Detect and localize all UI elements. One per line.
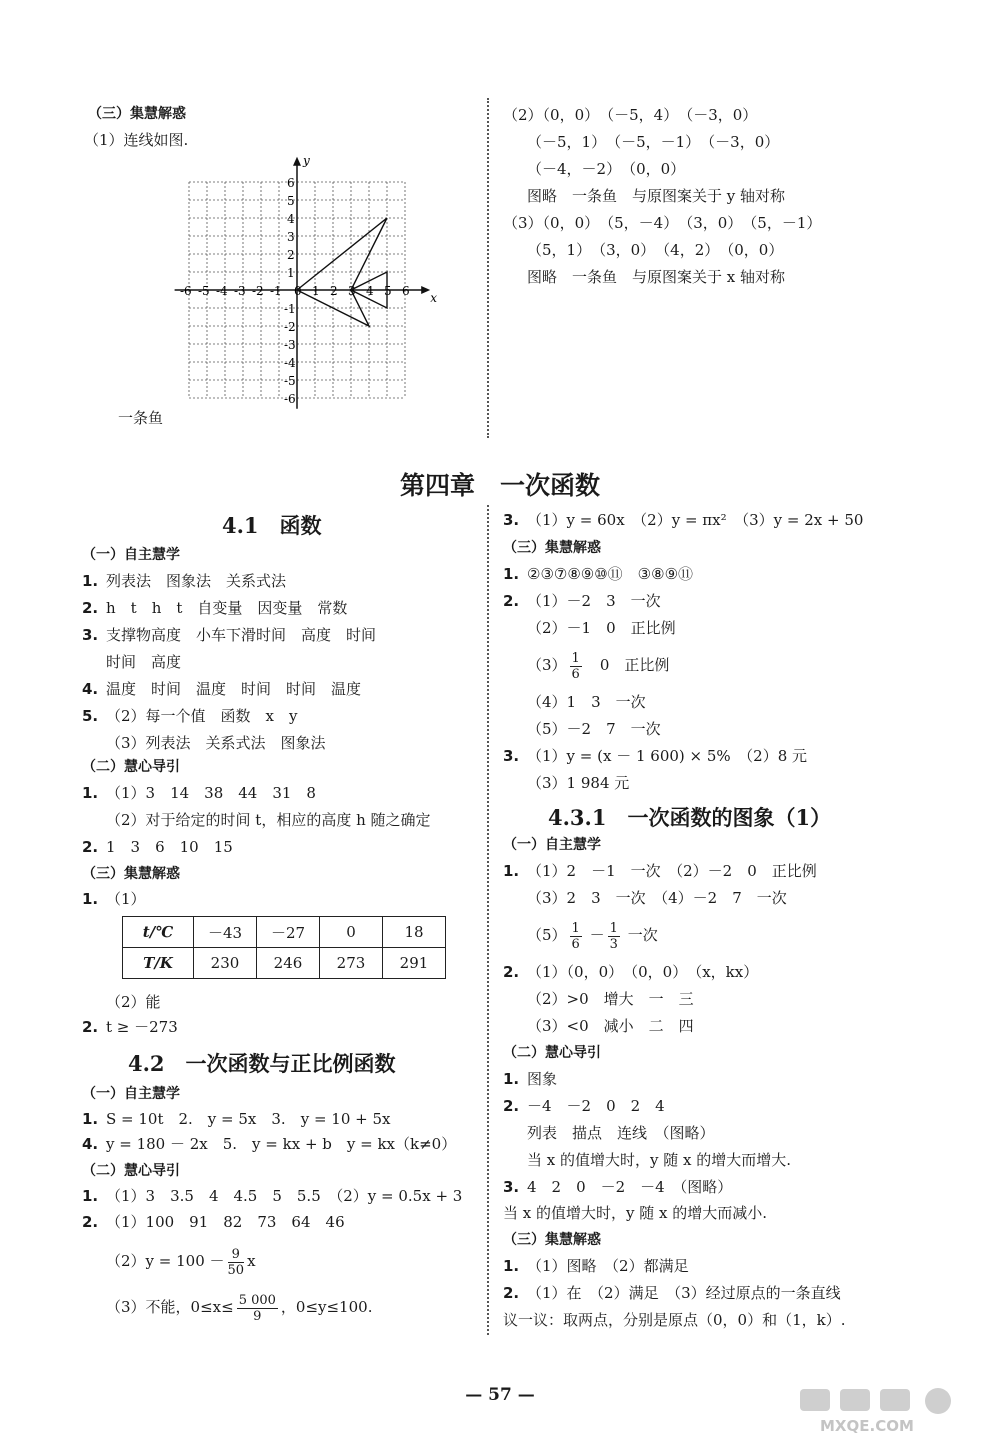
x-tick-label: -1: [270, 284, 282, 298]
table-cell: 273: [320, 948, 383, 979]
answer-line: （5） $\frac{1}{6}$ － $\frac{1}{3}$ 一次: [527, 920, 658, 952]
answer-line: 3. （1）y = (x － 1 600) × 5% （2）8 元: [503, 747, 808, 765]
y-tick-label: 6: [287, 176, 295, 190]
x-tick-label: -2: [252, 284, 264, 298]
page-number: — 57 —: [465, 1385, 535, 1405]
y-tick-label: -1: [284, 302, 296, 316]
answer-line: （2）（0，0） （－5，4） （－3，0）: [503, 106, 758, 124]
answer-line: 时间 高度: [106, 653, 182, 671]
y-tick-label: -4: [284, 356, 296, 370]
table-cell: 291: [383, 948, 446, 979]
answer-line: 图略 一条鱼 与原图案关于 y 轴对称: [527, 187, 786, 205]
table-cell: 18: [383, 917, 446, 948]
svg-text:MXQE.COM: MXQE.COM: [820, 1417, 914, 1435]
x-tick-label: 6: [402, 284, 410, 298]
column-divider: [487, 98, 489, 438]
y-tick-label: 2: [287, 248, 295, 262]
x-tick-label: 3: [348, 284, 356, 298]
subsection-heading: （二）慧心导引: [503, 1045, 601, 1061]
table-row: [123, 948, 446, 979]
answer-line: （2）y = 100 － $\frac{9}{50}$ x: [106, 1246, 256, 1278]
subsection-heading: （一）自主慧学: [503, 837, 601, 853]
x-axis-arrow-icon: [421, 286, 430, 294]
y-tick-label: 3: [287, 230, 295, 244]
answer-line: （3）<0 减小 二 四: [527, 1017, 694, 1035]
answer-line: 4. y = 180 － 2x 5. y = kx + b y = kx（k≠0）: [82, 1135, 457, 1153]
fraction: $\frac{1}{6}$: [571, 650, 580, 682]
answer-line: （3）2 3 一次 （4）－2 7 一次: [527, 889, 787, 907]
section-heading: （三）集慧解惑: [88, 106, 186, 122]
answer-line: （3）不能，0≤x≤ $\frac{5 000}{9}$ ，0≤y≤100.: [106, 1292, 373, 1324]
answer-line: 当 x 的值增大时，y 随 x 的增大而减小.: [503, 1204, 768, 1222]
y-tick-label: -5: [284, 374, 296, 388]
coordinate-graph: [160, 150, 435, 405]
fraction: $\frac{5 000}{9}$: [238, 1292, 276, 1324]
y-tick-label: 5: [287, 194, 295, 208]
subsection-heading: （三）集慧解惑: [503, 1232, 601, 1248]
x-tick-label: -5: [198, 284, 210, 298]
answer-line: 2. t ≥ －273: [82, 1018, 178, 1036]
y-axis-label: y: [303, 153, 310, 168]
answer-line: （3） $\frac{1}{6}$ 0 正比例: [527, 650, 670, 682]
y-tick-label: 1: [287, 266, 295, 280]
answer-line: （2）>0 增大 一 三: [527, 990, 694, 1008]
table-cell: 246: [257, 948, 320, 979]
answer-line: 1. S = 10t 2. y = 5x 3. y = 10 + 5x: [82, 1110, 391, 1128]
subsection-heading: （二）慧心导引: [82, 759, 180, 775]
answer-line: 2. （1）在 （2）满足 （3）经过原点的一条直线: [503, 1284, 841, 1302]
column-divider: [487, 505, 489, 1335]
fraction: $\frac{1}{6}$: [571, 920, 580, 952]
y-tick-label: -2: [284, 320, 296, 334]
answer-line: 1. ②③⑦⑧⑨⑩⑪ ③⑧⑨⑪: [503, 565, 694, 583]
answer-line: 2. （1）100 91 82 73 64 46: [82, 1213, 345, 1231]
subsection-heading: （二）慧心导引: [82, 1163, 180, 1179]
table-cell: －43: [194, 917, 257, 948]
y-tick-label: -3: [284, 338, 296, 352]
answer-line: （－4，－2） （0，0）: [527, 160, 686, 178]
answer-line: （5，1） （3，0） （4，2） （0，0）: [527, 241, 784, 259]
fraction: $\frac{1}{3}$: [609, 920, 618, 952]
table-header-cell: t/℃: [123, 917, 194, 948]
answer-line: 5. （2）每一个值 函数 x y: [82, 707, 298, 725]
answer-line: （2）对于给定的时间 t，相应的高度 h 随之确定: [106, 811, 431, 829]
answer-line: 1. （1）3 14 38 44 31 8: [82, 784, 316, 802]
answer-line: （3）（0，0） （5，－4） （3，0） （5，－1）: [503, 214, 822, 232]
table-cell: －27: [257, 917, 320, 948]
answer-line: 1. （1）: [82, 890, 146, 908]
x-tick-label: 4: [366, 284, 374, 298]
answer-line: 4. 温度 时间 温度 时间 时间 温度: [82, 680, 362, 698]
answer-line: （2）－1 0 正比例: [527, 619, 676, 637]
x-tick-label: -4: [216, 284, 228, 298]
table-cell: 230: [194, 948, 257, 979]
answer-line: 1. （1）3 3.5 4 4.5 5 5.5 （2）y = 0.5x + 3: [82, 1187, 463, 1205]
subsection-heading: （三）集慧解惑: [82, 866, 180, 882]
answer-line: 3. 支撑物高度 小车下滑时间 高度 时间: [82, 626, 377, 644]
subsection-heading: （一）自主慧学: [82, 1086, 180, 1102]
answer-line: 2. h t h t 自变量 因变量 常数: [82, 599, 348, 617]
y-axis-arrow-icon: [293, 157, 301, 166]
subsection-heading: （一）自主慧学: [82, 547, 180, 563]
answer-line: 3. （1）y = 60x （2）y = πx² （3）y = 2x + 50: [503, 511, 864, 529]
subsection-heading: （三）集慧解惑: [503, 540, 601, 556]
table-cell: 0: [320, 917, 383, 948]
answer-line: 列表 描点 连线 （图略）: [527, 1124, 715, 1142]
graph-caption: 一条鱼: [118, 409, 164, 427]
answer-line: （4）1 3 一次: [527, 693, 646, 711]
answer-line: （1）连线如图.: [84, 131, 189, 149]
x-tick-label: 5: [384, 284, 392, 298]
answer-line: 2. －4 －2 0 2 4: [503, 1097, 665, 1115]
x-tick-label: 0: [294, 284, 302, 298]
answer-line: （3）列表法 关系式法 图象法: [106, 734, 326, 752]
section-title-4-2: 4.2 一次函数与正比例函数: [128, 1051, 396, 1076]
answer-line: 3. 4 2 0 －2 －4 （图略）: [503, 1178, 733, 1196]
x-tick-label: 1: [312, 284, 320, 298]
section-title-4-1: 4.1 函数: [222, 513, 322, 538]
answer-line: 1. 图象: [503, 1070, 558, 1088]
x-axis-label: x: [430, 291, 437, 305]
temperature-table: [122, 916, 446, 979]
x-tick-label: -6: [180, 284, 192, 298]
answer-line: （2）能: [106, 993, 161, 1011]
table-row: [123, 917, 446, 948]
answer-line: 议一议：取两点，分别是原点（0，0）和（1，k）.: [503, 1311, 846, 1329]
answer-line: （－5，1） （－5，－1） （－3，0）: [527, 133, 780, 151]
answer-line: 1. （1）2 －1 一次 （2）－2 0 正比例: [503, 862, 817, 880]
y-tick-label: 4: [287, 212, 295, 226]
answer-line: 1. （1）图略 （2）都满足: [503, 1257, 689, 1275]
watermark-logo: [790, 1385, 970, 1439]
answer-line: 1. 列表法 图象法 关系式法: [82, 572, 287, 590]
x-tick-label: 2: [330, 284, 338, 298]
chapter-title: 第四章 一次函数: [399, 471, 600, 500]
answer-line: 2. 1 3 6 10 15: [82, 838, 233, 856]
x-tick-label: -3: [234, 284, 246, 298]
answer-line: 2. （1）（0，0） （0，0） （x，kx）: [503, 963, 759, 981]
answer-line: 2. （1）－2 3 一次: [503, 592, 661, 610]
y-tick-label: -6: [284, 392, 296, 406]
table-header-cell: T/K: [123, 948, 194, 979]
fraction: $\frac{9}{50}$: [227, 1246, 245, 1278]
section-title-4-3-1: 4.3.1 一次函数的图象（1）: [548, 805, 832, 830]
watermark-graphic: [790, 1385, 970, 1435]
answer-line: 当 x 的值增大时，y 随 x 的增大而增大.: [527, 1151, 792, 1169]
answer-line: （3）1 984 元: [527, 774, 630, 792]
answer-line: 图略 一条鱼 与原图案关于 x 轴对称: [527, 268, 785, 286]
answer-line: （5）－2 7 一次: [527, 720, 661, 738]
